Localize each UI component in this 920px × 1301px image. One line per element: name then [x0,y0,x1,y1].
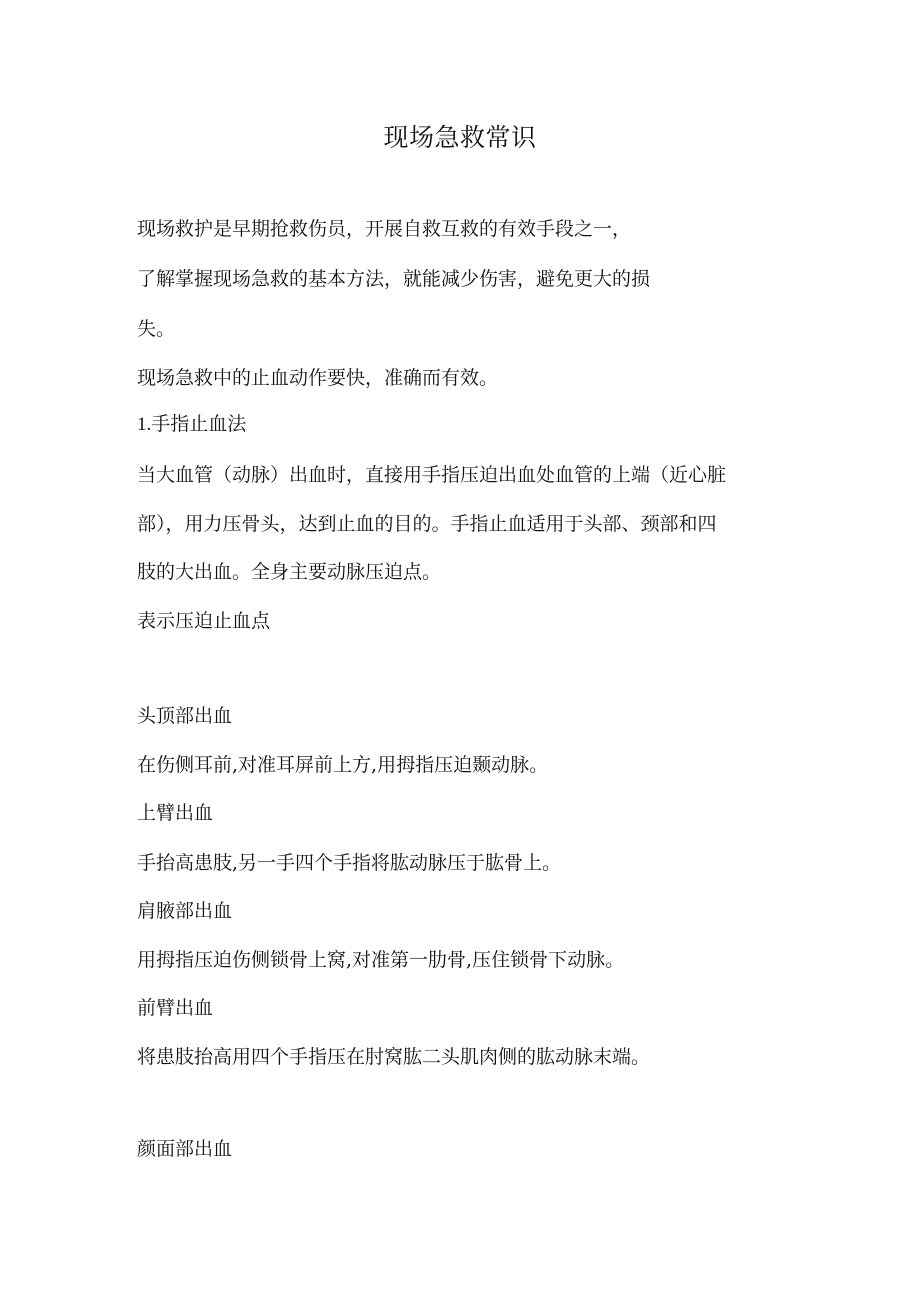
subheading: 颜面部出血 [137,1138,233,1160]
paragraph-line: 将患肢抬高用四个手指压在肘窝肱二头肌肉侧的肱动脉末端。 [137,1046,651,1068]
subheading: 肩腋部出血 [137,900,233,922]
subheading: 前臂出血 [137,997,214,1019]
section-heading: 1.手指止血法 [137,414,247,435]
paragraph-line: 了解掌握现场急救的基本方法，就能减少伤害，避免更大的损 [137,268,651,290]
subheading: 上臂出血 [137,802,214,824]
paragraph-line: 肢的大出血。全身主要动脉压迫点。 [137,561,442,583]
paragraph-line: 用拇指压迫伤侧锁骨上窝,对准第一肋骨,压住锁骨下动脉。 [137,949,625,971]
paragraph-line: 手抬高患肢,另一手四个手指将肱动脉压于肱骨上。 [137,852,562,874]
subheading: 头顶部出血 [137,705,233,727]
paragraph-line: 部），用力压骨头，达到止血的目的。手指止血适用于头部、颈部和四 [137,513,717,535]
document-title: 现场急救常识 [383,123,537,152]
paragraph-line: 现场急救中的止血动作要快，准确而有效。 [137,367,499,389]
paragraph-line: 失。 [137,318,176,340]
paragraph-line: 表示压迫止血点 [137,610,271,632]
paragraph-line: 在伤侧耳前,对准耳屏前上方,用拇指压迫颞动脉。 [137,754,549,776]
paragraph-line: 现场救护是早期抢救伤员，开展自救互救的有效手段之一， [137,218,632,240]
paragraph-line: 当大血管（动脉）出血时，直接用手指压迫出血处血管的上端（近心脏 [137,464,727,486]
